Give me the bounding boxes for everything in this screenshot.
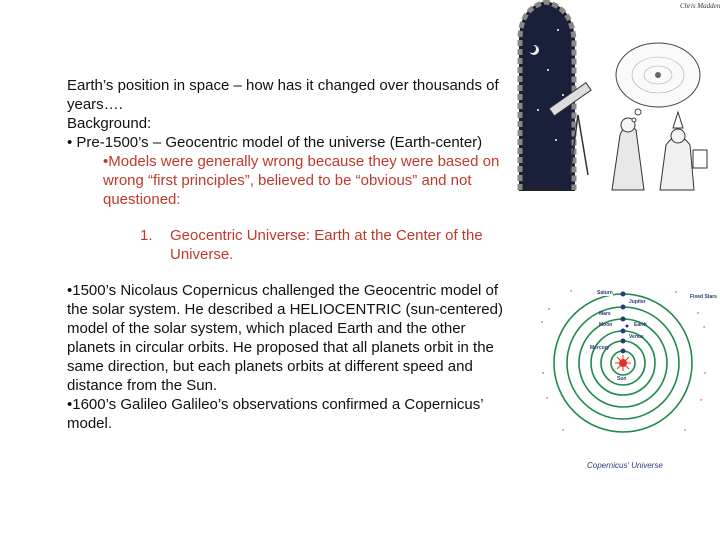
astronomer-cartoon-illustration <box>508 0 720 198</box>
jupiter-dot <box>621 305 626 310</box>
numbered-item-text: Geocentric Universe: Earth at the Center of the Universe. <box>170 227 483 263</box>
copernicus-universe-diagram <box>532 280 720 475</box>
svg-text:*: * <box>542 372 545 378</box>
label-saturn: Saturn <box>597 290 613 296</box>
svg-text:*: * <box>562 429 565 435</box>
diagram-caption: Copernicus' Universe <box>587 461 663 470</box>
svg-text:*: * <box>541 321 544 327</box>
svg-text:*: * <box>546 397 549 403</box>
svg-text:*: * <box>700 399 703 405</box>
svg-text:*: * <box>704 372 707 378</box>
earth-dot <box>621 329 626 334</box>
bullet-copernicus: •1500’s Nicolaus Copernicus challenged the Geocentric model of the solar system. He described a HELIOCENTRIC (sun-centered) model of the solar system, which placed Earth and the other planets in circular orbits. He proposed that all planets orbit in the same direction, but each planets orbits at different speed and distance from the Sun. <box>67 282 503 394</box>
label-sun: Sun <box>617 376 627 382</box>
background-label: Background: <box>67 115 152 132</box>
slide-text-body <box>67 76 512 433</box>
bullet-pre-1500: • Pre-1500’s – Geocentric model of the universe (Earth-center) <box>67 134 483 151</box>
label-mercury: Mercury <box>590 345 610 351</box>
venus-dot <box>621 339 626 344</box>
cartoon-signature: Chris Madden <box>680 2 720 10</box>
svg-text:*: * <box>684 429 687 435</box>
label-jupiter: Jupiter <box>629 299 646 305</box>
sub-bullet-models-wrong: •Models were generally wrong because they were based on wrong “first principles”, believed to be “obvious” and not questioned: <box>103 153 500 208</box>
sun-icon <box>615 355 631 371</box>
numbered-item-number: 1. <box>140 227 153 244</box>
moon-dot <box>626 325 629 328</box>
label-venus: Venus <box>629 334 644 340</box>
intro-line: Earth’s position in space – how has it changed over thousands of years…. <box>67 77 499 113</box>
mercury-dot <box>621 349 626 354</box>
svg-text:*: * <box>570 290 573 296</box>
numbered-item-geocentric <box>140 226 512 264</box>
svg-text:*: * <box>675 291 678 297</box>
mars-dot <box>621 317 626 322</box>
label-mars: Mars <box>599 311 611 317</box>
svg-text:*: * <box>703 326 706 332</box>
svg-text:*: * <box>697 312 700 318</box>
svg-text:*: * <box>548 308 551 314</box>
bullet-galileo: •1600’s Galileo Galileo’s observations confirmed a Copernicus’ model. <box>67 396 484 432</box>
saturn-dot <box>621 292 626 297</box>
label-earth: Earth <box>634 322 647 328</box>
label-moon: Moon <box>599 322 613 328</box>
label-fixed-stars: Fixed Stars <box>690 294 717 300</box>
